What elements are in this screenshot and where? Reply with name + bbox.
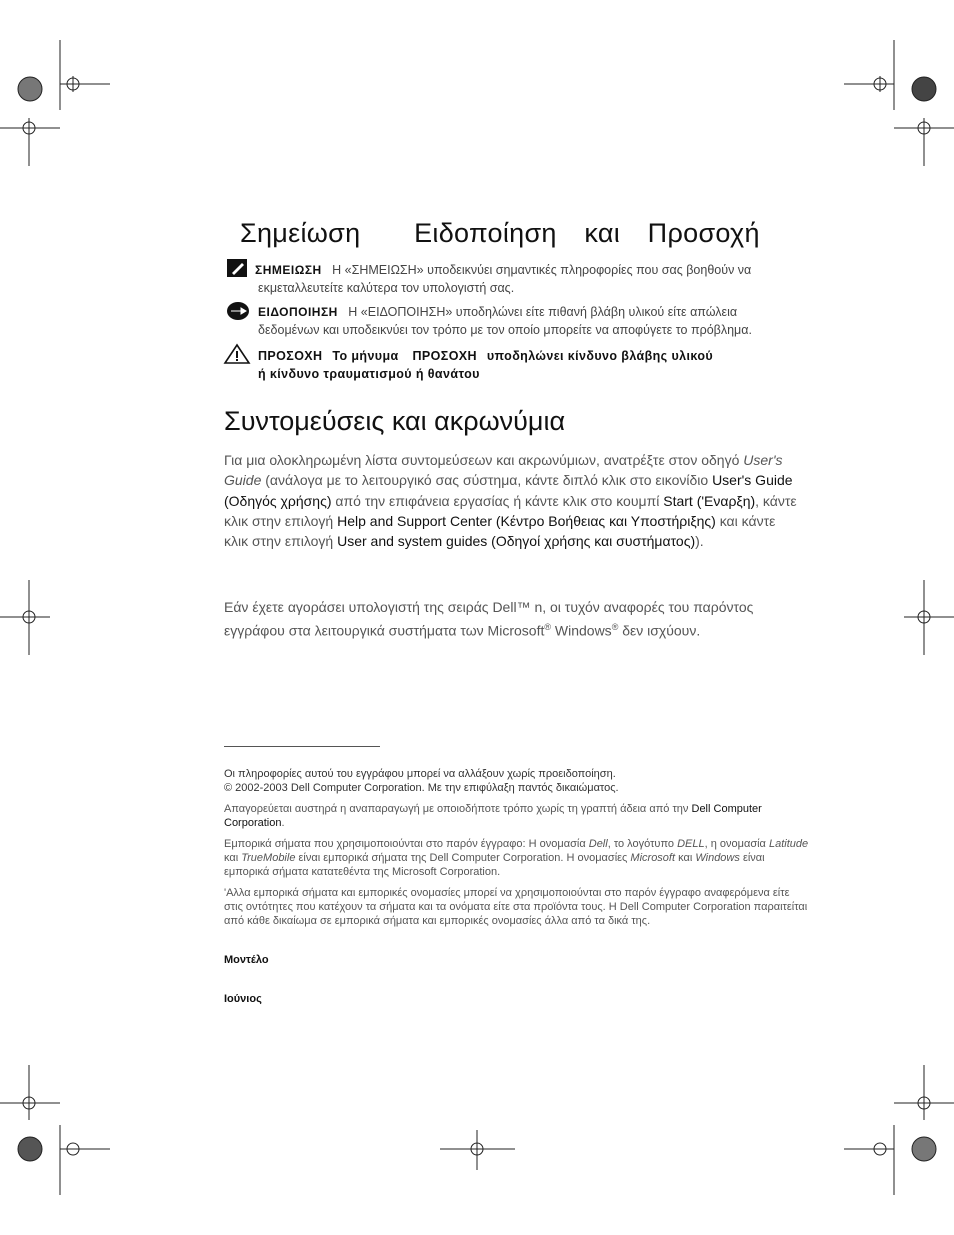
footer-disclaimer: Οι πληροφορίες αυτού του εγγράφου μπορεί να αλλάξουν χωρίς προειδοποίηση. xyxy=(224,768,616,780)
title-part-notice: Ειδοποίηση xyxy=(414,218,557,248)
model-label: Μοντέλο xyxy=(224,954,269,966)
users-guide-icon-name: User's Guide xyxy=(712,472,793,488)
note-text-line2: εκμεταλλευτείτε καλύτερα τον υπολογιστή σας. xyxy=(258,281,515,295)
para1-text: (ανάλογα με το λειτουργικό σας σύστημα, κάντε διπλό κλικ στο εικονίδιο xyxy=(265,472,709,488)
caution-text-c: υποδηλώνει κίνδυνο βλάβης υλικού xyxy=(486,349,714,363)
para1-text: κλικ στην επιλογή xyxy=(224,533,334,549)
footer-other-marks-line3: από κάθε δικαίωμα σε εμπορικά σήματα και εμπορικές ονομασίες άλλα από τα δικά της. xyxy=(224,915,651,927)
caution-line1 xyxy=(258,349,713,363)
footer-reproduction-line1 xyxy=(224,802,762,816)
caution-label: ΠΡΟΣΟΧΗ xyxy=(258,349,323,363)
para2-text: δεν ισχύουν. xyxy=(618,622,701,639)
title-part-and: και xyxy=(584,218,621,248)
footer-italic: Dell xyxy=(588,838,608,850)
footer-text: Απαγορεύεται αυστηρά η αναπαραγωγή με οποιοδήποτε τρόπο χωρίς τη γραπτή άδεια από την xyxy=(224,803,689,815)
note-label: ΣΗΜΕΙΩΣΗ xyxy=(255,263,322,277)
page-title xyxy=(240,218,760,249)
para2-line2 xyxy=(224,617,700,641)
guide-italic: Guide xyxy=(224,472,262,488)
footer-trademarks-line1 xyxy=(224,837,808,851)
footer-italic: TrueMobile xyxy=(241,852,296,864)
para1-text: κλικ στην επιλογή xyxy=(224,513,334,529)
title-part-caution: Προσοχή xyxy=(647,218,760,248)
para1-text: , κάντε xyxy=(755,493,797,509)
month-label: Ιούνιος xyxy=(224,993,262,1005)
footer-text: και xyxy=(678,852,693,864)
footer-copyright: © 2002-2003 Dell Computer Corporation. Με την επιφύλαξη παντός δικαιώματος. xyxy=(224,782,619,794)
footer-italic: Microsoft xyxy=(630,852,676,864)
footer-italic: Windows xyxy=(695,852,740,864)
caution-text-b: ΠΡΟΣΟΧΗ xyxy=(412,349,477,363)
notice-label: ΕΙΔΟΠΟΙΗΣΗ xyxy=(258,305,338,319)
para2-text: εγγράφου στα λειτουργικά συστήματα των Microsoft xyxy=(224,622,545,639)
registered-mark: ® xyxy=(611,622,619,632)
footer-text: Εμπορικά σήματα που χρησιμοποιούνται στο παρόν έγγραφο: Η ονομασία xyxy=(224,838,586,850)
note-text-line1: Η «ΣΗΜΕΙΩΣΗ» υποδεικνύει σημαντικές πληροφορίες που σας βοηθούν να xyxy=(332,263,752,277)
footer-other-marks-line2: στις οντότητες που κατέχουν τα σήματα και τα ονόματα είτε στα προϊόντα τους. Η Dell Computer Corporation παραιτείται xyxy=(224,901,808,913)
para1-line2 xyxy=(224,470,824,490)
footer-divider xyxy=(224,746,380,747)
para2-text: Windows xyxy=(551,622,612,639)
footer-italic: DELL xyxy=(677,838,705,850)
start-button-name: Start ('Εναρξη) xyxy=(663,493,756,509)
footer-company: Dell Computer xyxy=(691,803,762,815)
help-support-name: Help and Support Center (Κέντρο Βοήθειας και Υποστήριξης) xyxy=(337,513,716,529)
footer-text: , το λογότυπο xyxy=(607,838,675,850)
footer-reproduction-line2 xyxy=(224,816,285,830)
caution-text-a: Το μήνυμα xyxy=(332,349,399,363)
footer-company: Corporation xyxy=(224,817,282,829)
footer-text: είναι εμπορικά σήματα της Dell Computer Corporation. Η ονομασίες xyxy=(298,852,628,864)
para1-text: Για μια ολοκληρωμένη λίστα συντομεύσεων και ακρωνύμιων, ανατρέξτε στον οδηγό xyxy=(224,452,740,468)
para1-text: και κάντε xyxy=(719,513,776,529)
section-title: Συντομεύσεις και ακρωνύμια xyxy=(224,406,566,436)
registered-mark: ® xyxy=(544,622,551,632)
notice-text-line1: Η «ΕΙΔΟΠΟΙΗΣΗ» υποδηλώνει είτε πιθανή βλάβη υλικού είτε απώλεια xyxy=(348,305,738,319)
para1-line3 xyxy=(224,491,824,511)
users-guide-italic: User's xyxy=(743,452,783,468)
caution-icon xyxy=(223,343,251,365)
footer-text: . xyxy=(281,817,285,829)
footer-text: είναι xyxy=(742,852,765,864)
note-block xyxy=(255,261,795,279)
footer-trademarks-line3: εμπορικά σήματα κατατεθέντα της Microsoft Corporation. xyxy=(224,866,501,878)
footer-trademarks-line2 xyxy=(224,851,765,865)
user-system-guides-name: User and system guides (Οδηγοί χρήσης και συστήματος) xyxy=(337,533,696,549)
footer-text: και xyxy=(224,852,239,864)
para1-text: ). xyxy=(695,533,704,549)
users-guide-greek: (Οδηγός χρήσης) xyxy=(224,493,332,509)
note-icon xyxy=(226,258,248,278)
para1-line1 xyxy=(224,450,824,470)
notice-icon xyxy=(226,301,250,321)
para1-text: από την επιφάνεια εργασίας ή κάντε κλικ στο κουμπί xyxy=(335,493,660,509)
para2-line1: Εάν έχετε αγοράσει υπολογιστή της σειράς Dell™ n, οι τυχόν αναφορές του παρόντος xyxy=(224,599,754,615)
notice-text-line2: δεδομένων και υποδεικνύει τον τρόπο με τον οποίο μπορείτε να αποφύγετε το πρόβλημα. xyxy=(258,323,752,337)
para1-line5 xyxy=(224,531,824,551)
footer-italic: Latitude xyxy=(768,838,809,850)
footer-text: , η ονομασία xyxy=(704,838,766,850)
notice-block xyxy=(258,303,798,321)
title-part-note: Σημείωση xyxy=(240,218,361,248)
caution-line2: ή κίνδυνο τραυματισμού ή θανάτου xyxy=(258,367,480,381)
para1-line4 xyxy=(224,511,824,531)
footer-other-marks-line1: 'Αλλα εμπορικά σήματα και εμπορικές ονομασίες μπορεί να χρησιμοποιούνται στο παρόν έγγραφο αναφερόμενα είτε xyxy=(224,887,790,899)
